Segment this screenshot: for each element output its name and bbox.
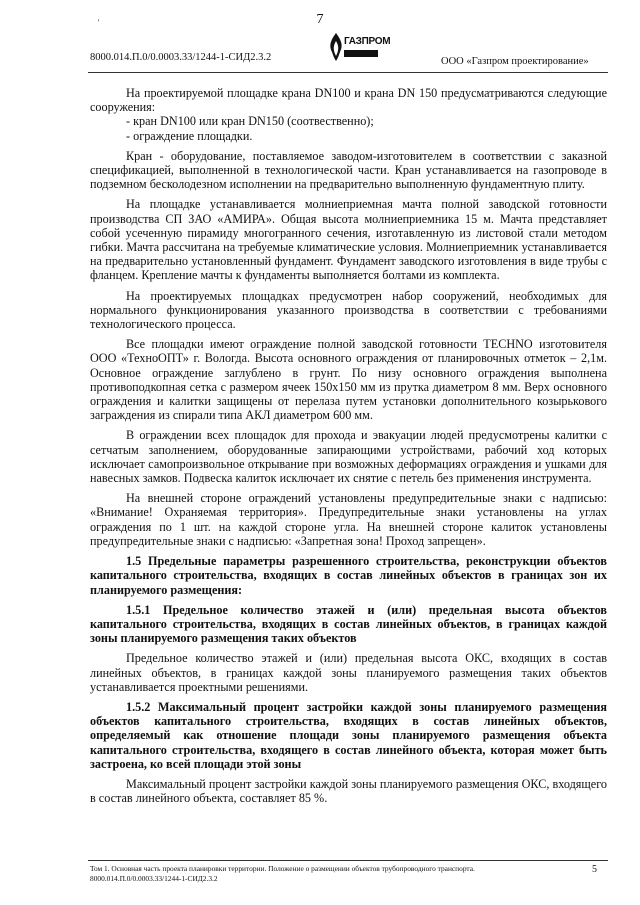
header-divider — [88, 72, 608, 73]
document-body — [90, 86, 607, 811]
section-heading: 1.5 Предельные параметры разрешенного строительства, реконструкции объектов капитального строительства, входящих в состав линейных объектов в границах зон их планируемого размещения: — [90, 554, 607, 597]
flame-icon — [326, 32, 346, 62]
paragraph: В ограждении всех площадок для прохода и эвакуации людей предусмотрены калитки с сетчатым заполнением, оборудованные запирающими устройствами, рабочий ход которых исключает самопроизвольное открывание при возможных деформациях ограждения и ушками для навесных замков. Подвеска калиток исключает их снятие с петель без применения инструмента. — [90, 428, 607, 486]
list-item: - кран DN100 или кран DN150 (соотвественно); — [126, 114, 374, 129]
logo-bar — [344, 50, 378, 57]
gazprom-logo — [326, 32, 391, 72]
organization-name: ООО «Газпром проектирование» — [441, 56, 589, 67]
paragraph: На внешней стороне ограждений установлены предупредительные знаки с надписью: «Внимание! Охраняемая территория». Предупредительные знаки установлены на углах ограждения по 1 шт. на каждой стороне угла. На внешней стороне калиток установлены предупредительные знаки с надписью: «Запретная зона! Проход запрещен». — [90, 491, 607, 548]
subsection-heading: 1.5.2 Максимальный процент застройки каждой зоны планируемого размещения объектов капитального строительства, входящих в состав линейных объектов, определяемый как отношение площади зоны планируемого размещения объекта капитального строительства, входящего в состав линейного объекта, которая может быть застроена, ко всей площади этой зоны — [90, 699, 607, 771]
subsection-heading: 1.5.1 Предельное количество этажей и (или) предельная высота объектов капитального строительства, входящих в состав линейных объектов, в границах каждой зоны планируемого размещения таких объектов — [90, 602, 607, 646]
footer-code: 8000.014.П.0/0.0003.33/1244-1-СИД2.3.2 — [90, 874, 218, 883]
paragraph: На площадке устанавливается молниеприемная мачта полной заводской готовности производства СП ЗАО «АМИРА». Общая высота молниеприемника 15 м. Мачта представляет собой усеченную пирамиду многогранного сечения, изготавленную из листовой стали методом гибки. Мачта рассчитана на требуемые климатические условия. Молниеприемник устанавливается на предварительно установленный фундамент. Фундамент заводского изготовления в виде трубы с фланцем. Крепление мачты к фундаменты выполняется болтами из комплекта. — [90, 197, 607, 283]
footer-divider — [88, 860, 608, 861]
sheet-number: 5 — [592, 864, 597, 875]
paragraph: Предельное количество этажей и (или) предельная высота ОКС, входящих в состав линейных объектов, в границах каждой зоны планируемого размещения таких объектов устанавливается проектными решениями. — [90, 651, 607, 694]
paragraph: Все площадки имеют ограждение полной заводской готовности TECHNO изготовителя ООО «ТехноОПТ» г. Вологда. Высота основного ограждения от планировочных отметок – 2,1м. Основное ограждение заглублено в грунт. По низу основного ограждения выполнена противоподкопная сетка с размером ячеек 150х150 мм из прутка диаметром 8 мм. Верх основного ограждения и калитки защищены от перелаза путем установки дополнительного козырькового заграждения из спирали типа АКЛ диаметром 600 мм. — [90, 337, 607, 423]
paragraph: На проектируемых площадках предусмотрен набор сооружений, необходимых для нормального функционирования указанного производства в соответствии с требованиями технологического процесса. — [90, 288, 607, 332]
paragraph: Кран - оборудование, поставляемое заводом-изготовителем в соответствии с заказной спецификацией, выполненной в технологической части. Кран устанавливается на газопроводе в подземном бесколодезном исполнении на предварительно выполненную фундаментную плиту. — [90, 148, 607, 192]
document-code: 8000.014.П.0/0.0003.33/1244-1-СИД2.3.2 — [90, 52, 272, 63]
list-item: - ограждение площадки. — [126, 128, 253, 143]
footer-title: Том 1. Основная часть проекта планировки территории. Положение о размещении объектов трубопроводного транспорта. — [90, 864, 475, 873]
paragraph: Максимальный процент застройки каждой зоны планируемого размещения ОКС, входящего в состав линейного объекта, составляет 85 %. — [90, 776, 607, 806]
margin-mark: ' — [98, 18, 100, 27]
paragraph: На проектируемой площадке крана DN100 и крана DN 150 предусматриваются следующие сооружения: — [90, 86, 607, 115]
page-number: 7 — [316, 12, 324, 27]
logo-text: ГАЗПРОМ — [344, 36, 391, 47]
footer — [90, 864, 590, 884]
